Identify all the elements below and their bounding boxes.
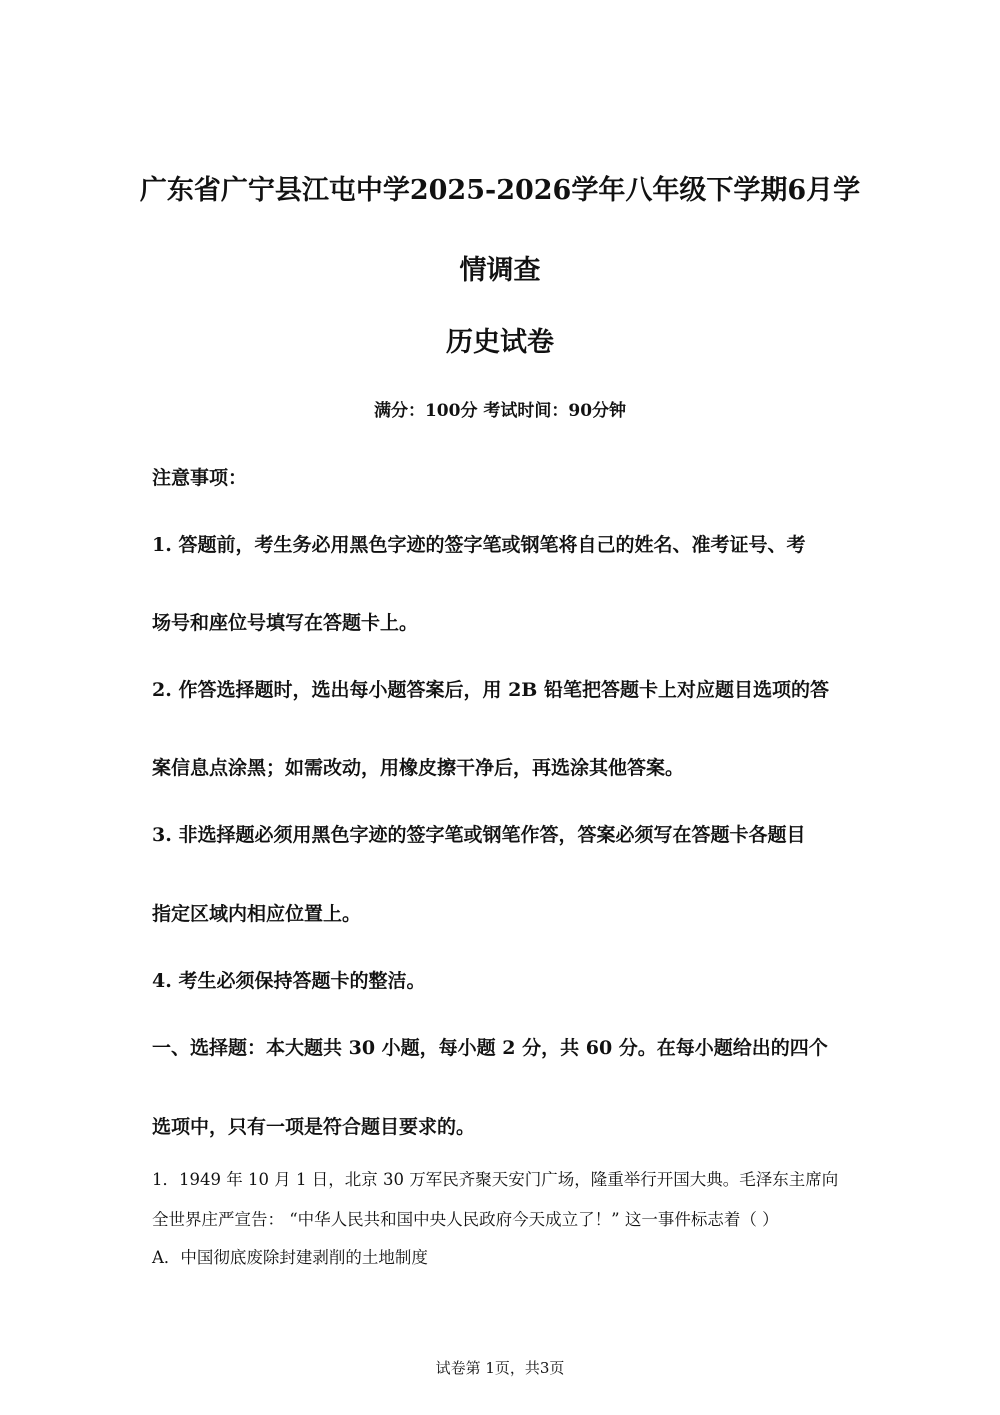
notice-item-3-line2: 指定区域内相应位置上。: [152, 903, 362, 925]
notice-item-1-line2: 场号和座位号填写在答题卡上。: [152, 612, 419, 634]
exam-meta: 满分：100分 考试时间：90分钟: [373, 401, 627, 421]
notice-item-3-line1: 3. 非选择题必须用黑色字迹的签字笔或钢笔作答，答案必须写在答题卡各题目: [152, 824, 806, 846]
notice-item-2-line1: 2. 作答选择题时，选出每小题答案后，用 2B 铅笔把答题卡上对应题目选项的答: [152, 679, 829, 701]
question-1-stem-line1: 1．1949 年 10 月 1 日，北京 30 万军民齐聚天安门广场，隆重举行开国大典。毛泽东主席向: [152, 1170, 839, 1189]
exam-title-line2: 情调查: [459, 255, 541, 286]
notice-item-4: 4. 考生必须保持答题卡的整洁。: [152, 970, 426, 992]
question-1-option-a: A．中国彻底废除封建剥削的土地制度: [152, 1248, 428, 1267]
notice-heading: 注意事项：: [152, 467, 248, 489]
notice-item-1-line1: 1. 答题前，考生务必用黑色字迹的签字笔或钢笔将自己的姓名、准考证号、考: [152, 534, 806, 556]
notice-item-2-line2: 案信息点涂黑；如需改动，用橡皮擦干净后，再选涂其他答案。: [152, 757, 685, 779]
section-heading-line1: 一、选择题：本大题共 30 小题，每小题 2 分，共 60 分。在每小题给出的四个: [152, 1037, 828, 1059]
page-footer: 试卷第 1页，共3页: [435, 1359, 565, 1377]
section-heading-line2: 选项中，只有一项是符合题目要求的。: [152, 1116, 476, 1138]
exam-subject: 历史试卷: [446, 327, 554, 358]
question-1-stem-line2: 全世界庄严宣告： “中华人民共和国中央人民政府今天成立了！” 这一事件标志着（ ）: [152, 1210, 779, 1229]
exam-title-line1: 广东省广宁县江屯中学2025-2026学年八年级下学期6月学: [139, 175, 861, 206]
